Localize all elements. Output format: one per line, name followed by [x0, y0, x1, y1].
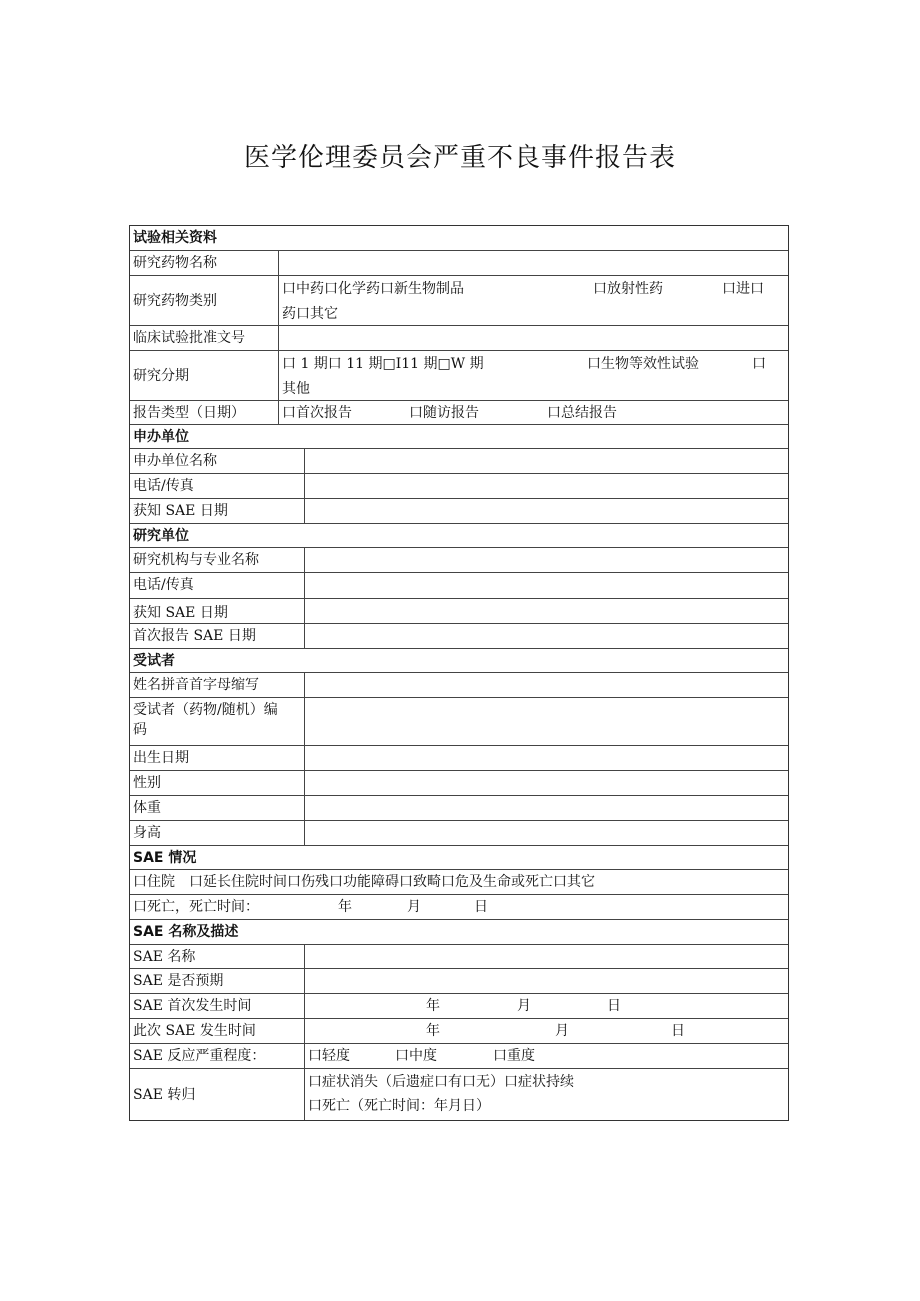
height-label: 身高: [133, 825, 161, 841]
birth-label: 出生日期: [133, 750, 189, 766]
table-row: [130, 251, 788, 276]
sponsor-phone-label: 电话/传真: [133, 478, 194, 494]
sponsor-sae-date-label: 获知 SAE 日期: [133, 503, 228, 519]
sponsor-name-field[interactable]: [304, 449, 788, 473]
death-year-label: 年: [338, 899, 352, 915]
report-type-option-summary[interactable]: 口总结报告: [547, 405, 617, 421]
sae-outcome-label: SAE 转归: [133, 1086, 196, 1103]
table-row: [130, 1019, 788, 1044]
table-row: [130, 994, 788, 1019]
sae-name-label: SAE 名称: [133, 949, 196, 965]
death-time-row: [130, 895, 788, 919]
sae-name-field[interactable]: [304, 945, 788, 968]
severity-option-mild[interactable]: 口轻度: [308, 1048, 350, 1064]
initials-label: 姓名拼音首字母缩写: [133, 677, 259, 693]
sae-report-table: [129, 225, 789, 1121]
this-time-day-label: 日: [671, 1023, 685, 1039]
drug-category-option-3[interactable]: 口进口: [722, 281, 764, 297]
table-row: [130, 746, 788, 771]
phase-label: 研究分期: [133, 367, 189, 384]
phase-option-4[interactable]: 其他: [282, 381, 310, 397]
sponsor-phone-field[interactable]: [304, 474, 788, 498]
approval-label: 临床试验批准文号: [133, 330, 245, 346]
table-row: [130, 351, 788, 401]
section-heading-sae-description: SAE 名称及描述: [133, 924, 239, 940]
table-row: [130, 821, 788, 846]
table-row: [130, 401, 788, 425]
section-subject-row: [130, 649, 788, 673]
sae-this-time-label: 此次 SAE 发生时间: [133, 1023, 256, 1039]
subject-code-label-line1: 受试者（药物/随机）编: [133, 702, 278, 718]
sae-severity-options[interactable]: [304, 1044, 788, 1068]
report-type-option-first[interactable]: 口首次报告: [282, 405, 352, 421]
report-type-label: 报告类型（日期）: [133, 405, 245, 421]
table-row: [130, 1044, 788, 1069]
table-row: [130, 599, 788, 624]
table-row: [130, 624, 788, 649]
report-type-option-followup[interactable]: 口随访报告: [409, 405, 479, 421]
drug-category-option-2[interactable]: 口放射性药: [593, 281, 663, 297]
death-month-label: 月: [407, 899, 421, 915]
first-time-year-label: 年: [426, 998, 440, 1014]
severity-option-moderate[interactable]: 口中度: [395, 1048, 437, 1064]
sponsor-name-label: 申办单位名称: [133, 453, 217, 469]
table-row: [130, 326, 788, 351]
section-trial-row: [130, 226, 788, 251]
phase-option-1[interactable]: 口 1 期口 11 期□I11 期□W 期: [282, 356, 484, 372]
subject-code-label: [130, 698, 304, 745]
table-row: [130, 895, 788, 920]
sponsor-sae-date-field[interactable]: [304, 499, 788, 523]
sae-first-time-field[interactable]: [304, 994, 788, 1018]
section-sae-description-row: [130, 920, 788, 945]
first-report-date-field[interactable]: [304, 624, 788, 648]
first-report-date-label: 首次报告 SAE 日期: [133, 628, 256, 644]
sae-outcome-options[interactable]: [304, 1069, 788, 1120]
research-sae-date-label: 获知 SAE 日期: [133, 605, 228, 621]
drug-category-option-1[interactable]: 口中药口化学药口新生物制品: [282, 281, 464, 297]
section-sae-situation-row: [130, 846, 788, 870]
page-title: 医学伦理委员会严重不良事件报告表: [243, 143, 676, 173]
table-row: [130, 698, 788, 746]
sae-expected-label: SAE 是否预期: [133, 973, 224, 989]
section-heading-research: 研究单位: [133, 528, 189, 544]
sae-this-time-field[interactable]: [304, 1019, 788, 1043]
first-time-month-label: 月: [517, 998, 531, 1014]
phase-option-3[interactable]: 口: [752, 356, 766, 372]
this-time-month-label: 月: [555, 1023, 569, 1039]
table-row: [130, 449, 788, 474]
table-row: [130, 1069, 788, 1120]
section-heading-trial: 试验相关资料: [133, 230, 217, 246]
table-row: [130, 771, 788, 796]
sae-first-time-label: SAE 首次发生时间: [133, 998, 252, 1014]
initials-field[interactable]: [304, 673, 788, 697]
sae-expected-field[interactable]: [304, 969, 788, 993]
research-sae-date-field[interactable]: [304, 599, 788, 623]
this-time-year-label: 年: [426, 1023, 440, 1039]
institution-label: 研究机构与专业名称: [133, 552, 259, 568]
section-sponsor-row: [130, 425, 788, 449]
subject-code-label-line2: 码: [133, 722, 147, 738]
sae-severity-label: SAE 反应严重程度：: [133, 1048, 266, 1064]
death-checkbox-label[interactable]: 口死亡，死亡时间：: [133, 899, 259, 915]
birth-field[interactable]: [304, 746, 788, 770]
phase-options[interactable]: [278, 351, 788, 400]
table-row: [130, 499, 788, 524]
table-row: [130, 870, 788, 895]
drug-category-label: 研究药物类别: [133, 292, 217, 309]
report-type-options[interactable]: [278, 401, 788, 424]
first-time-day-label: 日: [607, 998, 621, 1014]
drug-name-label: 研究药物名称: [133, 255, 217, 271]
weight-label: 体重: [133, 800, 161, 816]
outcome-line-2[interactable]: 口死亡（死亡时间：年月日）: [308, 1098, 490, 1114]
sae-situation-options[interactable]: 口住院 口延长住院时间口伤残口功能障碍口致畸口危及生命或死亡口其它: [133, 874, 595, 890]
table-row: [130, 969, 788, 994]
drug-category-option-4[interactable]: 药口其它: [282, 306, 338, 322]
outcome-line-1[interactable]: 口症状消失（后遗症口有口无）口症状持续: [308, 1074, 574, 1090]
sex-label: 性别: [133, 775, 161, 791]
section-heading-subject: 受试者: [133, 653, 175, 669]
sex-field[interactable]: [304, 771, 788, 795]
table-row: [130, 945, 788, 969]
drug-category-options[interactable]: [278, 276, 788, 325]
table-row: [130, 673, 788, 698]
approval-field[interactable]: [278, 326, 788, 350]
subject-code-field[interactable]: [304, 698, 788, 745]
institution-field[interactable]: [304, 548, 788, 572]
section-heading-sponsor: 申办单位: [133, 429, 189, 445]
table-row: [130, 573, 788, 599]
height-field[interactable]: [304, 821, 788, 845]
section-heading-sae-situation: SAE 情况: [133, 850, 197, 866]
death-day-label: 日: [474, 899, 488, 915]
weight-field[interactable]: [304, 796, 788, 820]
table-row: [130, 796, 788, 821]
section-research-row: [130, 524, 788, 548]
research-phone-label: 电话/传真: [133, 577, 194, 593]
phase-option-2[interactable]: 口生物等效性试验: [587, 356, 699, 372]
table-row: [130, 276, 788, 326]
table-row: [130, 474, 788, 499]
research-phone-field[interactable]: [304, 573, 788, 598]
table-row: [130, 548, 788, 573]
drug-name-field[interactable]: [278, 251, 788, 275]
severity-option-severe[interactable]: 口重度: [493, 1048, 535, 1064]
